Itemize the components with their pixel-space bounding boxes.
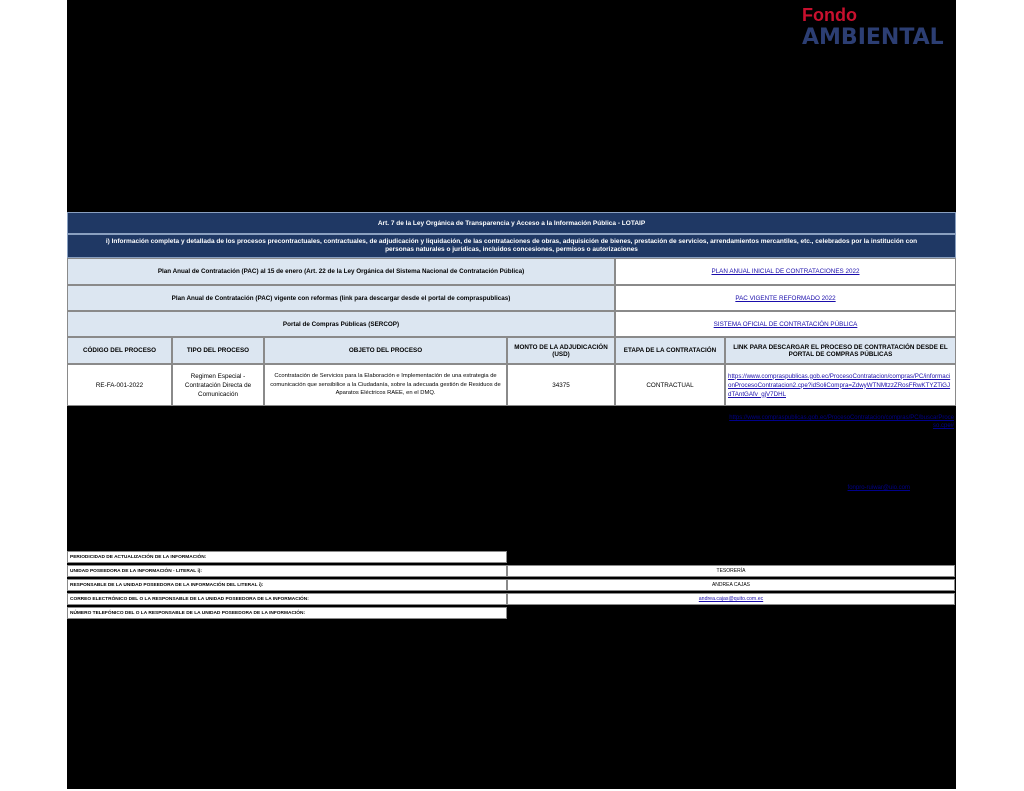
pac-initial-label: Plan Anual de Contratación (PAC) al 15 de enero (Art. 22 de la Ley Orgánica del Sistema Nacional de Contratación Pública) xyxy=(67,258,615,285)
article-title: Art. 7 de la Ley Orgánica de Transparencia y Acceso a la Información Pública - LOTAIP xyxy=(67,212,956,234)
pac-vigente-cell xyxy=(615,285,956,311)
stray-link-2-wrap xyxy=(800,485,910,495)
pac-initial-cell xyxy=(615,258,956,285)
stray-link-1[interactable]: https://www.compraspublicas.gob.ec/ProcesoContratacion/compras/PC/buscarProceso.cpe# xyxy=(729,415,954,429)
sercop-link[interactable]: SISTEMA OFICIAL DE CONTRATACIÓN PÚBLICA xyxy=(713,320,858,328)
col-header-monto: MONTO DE LA ADJUDICACIÓN (USD) xyxy=(507,337,615,364)
col-header-link: LINK PARA DESCARGAR EL PROCESO DE CONTRATACIÓN DESDE EL PORTAL DE COMPRAS PÚBLICAS xyxy=(725,337,956,364)
col-header-etapa: ETAPA DE LA CONTRATACIÓN xyxy=(615,337,725,364)
correo-label: CORREO ELECTRÓNICO DEL O LA RESPONSABLE DE LA UNIDAD POSEEDORA DE LA INFORMACIÓN: xyxy=(67,593,507,605)
pac-vigente-link[interactable]: PAC VIGENTE REFORMADO 2022 xyxy=(735,294,836,302)
sercop-cell xyxy=(615,311,956,337)
process-link[interactable]: https://www.compraspublicas.gob.ec/ProcesoContratacion/compras/PC/informacionProcesoContratacion2.cpe?idSoliCompra=ZdwyWTNMtzzZRosFRwKTYZTiGJdTAntGAfv_gjV7DHL xyxy=(728,372,951,398)
telefono-label: NÚMERO TELEFÓNICO DEL O LA RESPONSABLE DE LA UNIDAD POSEEDORA DE LA INFORMACIÓN: xyxy=(67,607,507,619)
pac-vigente-label: Plan Anual de Contratación (PAC) vigente con reformas (link para descargar desde el portal de compraspublicas) xyxy=(67,285,615,311)
literal-description: i) Información completa y detallada de los procesos precontractuales, contractuales, de adjudicación y liquidación, de las contrataciones de obras, adquisición de bienes, prestación de servicios, arrendamientos mercantiles, etc., celebrados por la institución con personas naturales o jurídicas, incluidos concesiones, permisos o autorizaciones xyxy=(67,234,956,258)
cell-tipo: Regimen Especial - Contratación Directa de Comunicación xyxy=(172,364,264,406)
pac-initial-link[interactable]: PLAN ANUAL INICIAL DE CONTRATACIONES 2022 xyxy=(711,268,860,275)
cell-objeto: Ccontratación de Servicios para la Elaboración e Implementación de una estrategia de comunicación que sensibilice a la Ciudadanía, sobre la adecuada gestión de Residuos de Aparatos Eléctricos RAEE, en el DMQ. xyxy=(264,364,507,406)
correo-value-cell xyxy=(507,593,955,605)
stray-link-1-wrap xyxy=(727,414,954,434)
logo-line-2: AMBIENTAL xyxy=(802,25,944,50)
responsable-label: RESPONSABLE DE LA UNIDAD POSEEDORA DE LA INFORMACIÓN DEL LITERAL i): xyxy=(67,579,507,591)
cell-link xyxy=(725,364,956,406)
correo-link[interactable]: andrea.cajas@quito.com.ec xyxy=(698,596,764,602)
periodicidad-label: PERIODICIDAD DE ACTUALIZACIÓN DE LA INFORMACIÓN: xyxy=(67,551,507,563)
logo-line-1: Fondo xyxy=(802,5,857,25)
responsable-value: ANDREA CAJAS xyxy=(507,579,955,591)
cell-etapa: CONTRACTUAL xyxy=(615,364,725,406)
col-header-tipo: TIPO DEL PROCESO xyxy=(172,337,264,364)
unidad-label: UNIDAD POSEEDORA DE LA INFORMACIÓN - LITERAL i): xyxy=(67,565,507,577)
cell-monto: 34375 xyxy=(507,364,615,406)
unidad-value: TESORERÍA xyxy=(507,565,955,577)
cell-codigo: RE-FA-001-2022 xyxy=(67,364,172,406)
fondo-ambiental-logo xyxy=(802,6,950,50)
stray-link-2[interactable]: fonpro-ruiwar@uio.com xyxy=(847,485,910,491)
col-header-objeto: OBJETO DEL PROCESO xyxy=(264,337,507,364)
sercop-label: Portal de Compras Públicas (SERCOP) xyxy=(67,311,615,337)
col-header-codigo: CÓDIGO DEL PROCESO xyxy=(67,337,172,364)
